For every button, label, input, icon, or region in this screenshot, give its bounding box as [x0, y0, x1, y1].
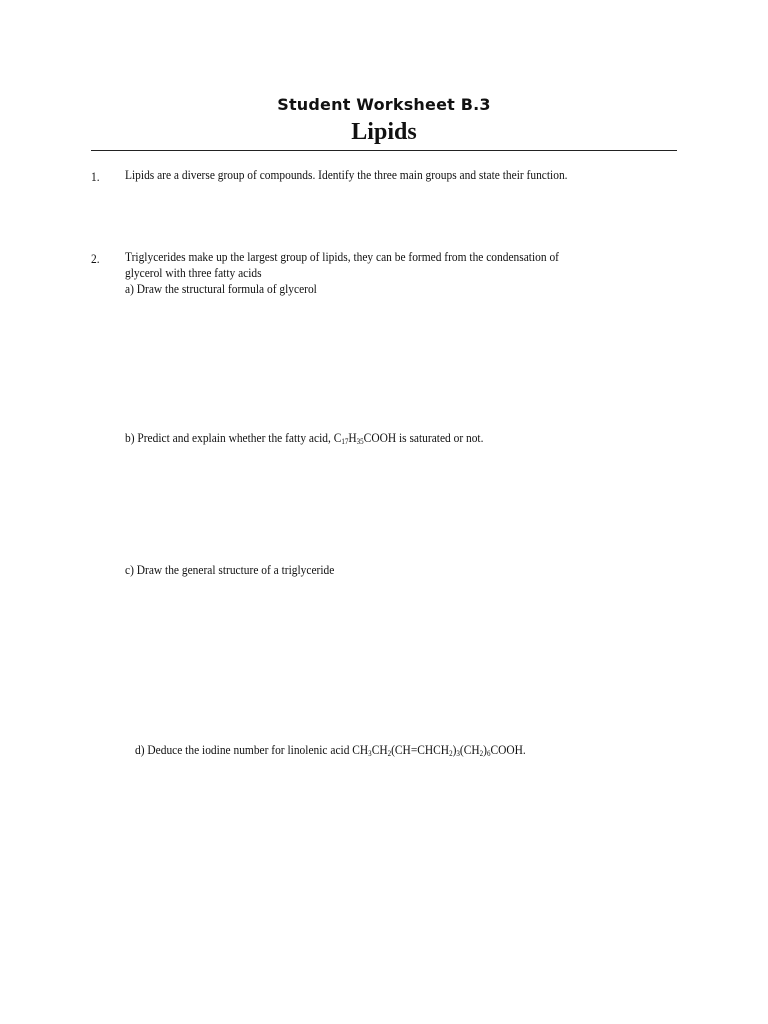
part-d-text-6: )	[483, 742, 487, 757]
part-b-h: H	[348, 430, 357, 445]
question-2-intro-line-2: glycerol with three fatty acids	[125, 265, 262, 280]
question-2-part-b	[125, 430, 483, 446]
part-b-sub-35: 35	[356, 437, 364, 446]
part-d-text-3: (CH=CHCH	[391, 742, 450, 757]
part-b-suffix: COOH is saturated or not.	[363, 430, 484, 445]
part-d-text-5: (CH	[459, 742, 480, 757]
question-2-part-c: c) Draw the general structure of a triglyceride	[125, 562, 335, 577]
part-d-text-1: d) Deduce the iodine number for linolenic acid CH	[135, 742, 369, 757]
part-d-sub-6: 6	[486, 749, 491, 758]
question-2-intro-line-1: Triglycerides make up the largest group of lipids, they can be formed from the condensation of	[125, 249, 559, 264]
part-d-text-7: COOH.	[490, 742, 526, 757]
question-1-number: 1.	[91, 169, 100, 184]
title-divider	[91, 150, 677, 151]
part-d-sub-5: 2	[479, 749, 484, 758]
question-2-part-d	[135, 742, 526, 758]
part-d-sub-4: 3	[456, 749, 460, 758]
part-d-text-4: )	[452, 742, 457, 757]
question-2-part-a: a) Draw the structural formula of glycerol	[125, 281, 317, 296]
part-d-text-2: CH	[371, 742, 388, 757]
part-b-sub-17: 17	[341, 437, 349, 446]
part-d-sub-2: 2	[387, 749, 392, 758]
worksheet-title: Lipids	[351, 119, 417, 145]
part-d-sub-3: 2	[449, 749, 453, 758]
question-2-number: 2.	[91, 251, 100, 266]
question-1-text: Lipids are a diverse group of compounds. Identify the three main groups and state their function.	[125, 167, 568, 182]
part-d-sub-1: 3	[368, 749, 372, 758]
part-b-prefix: b) Predict and explain whether the fatty acid, C	[125, 430, 342, 445]
worksheet-subtitle: Student Worksheet B.3	[277, 95, 491, 114]
